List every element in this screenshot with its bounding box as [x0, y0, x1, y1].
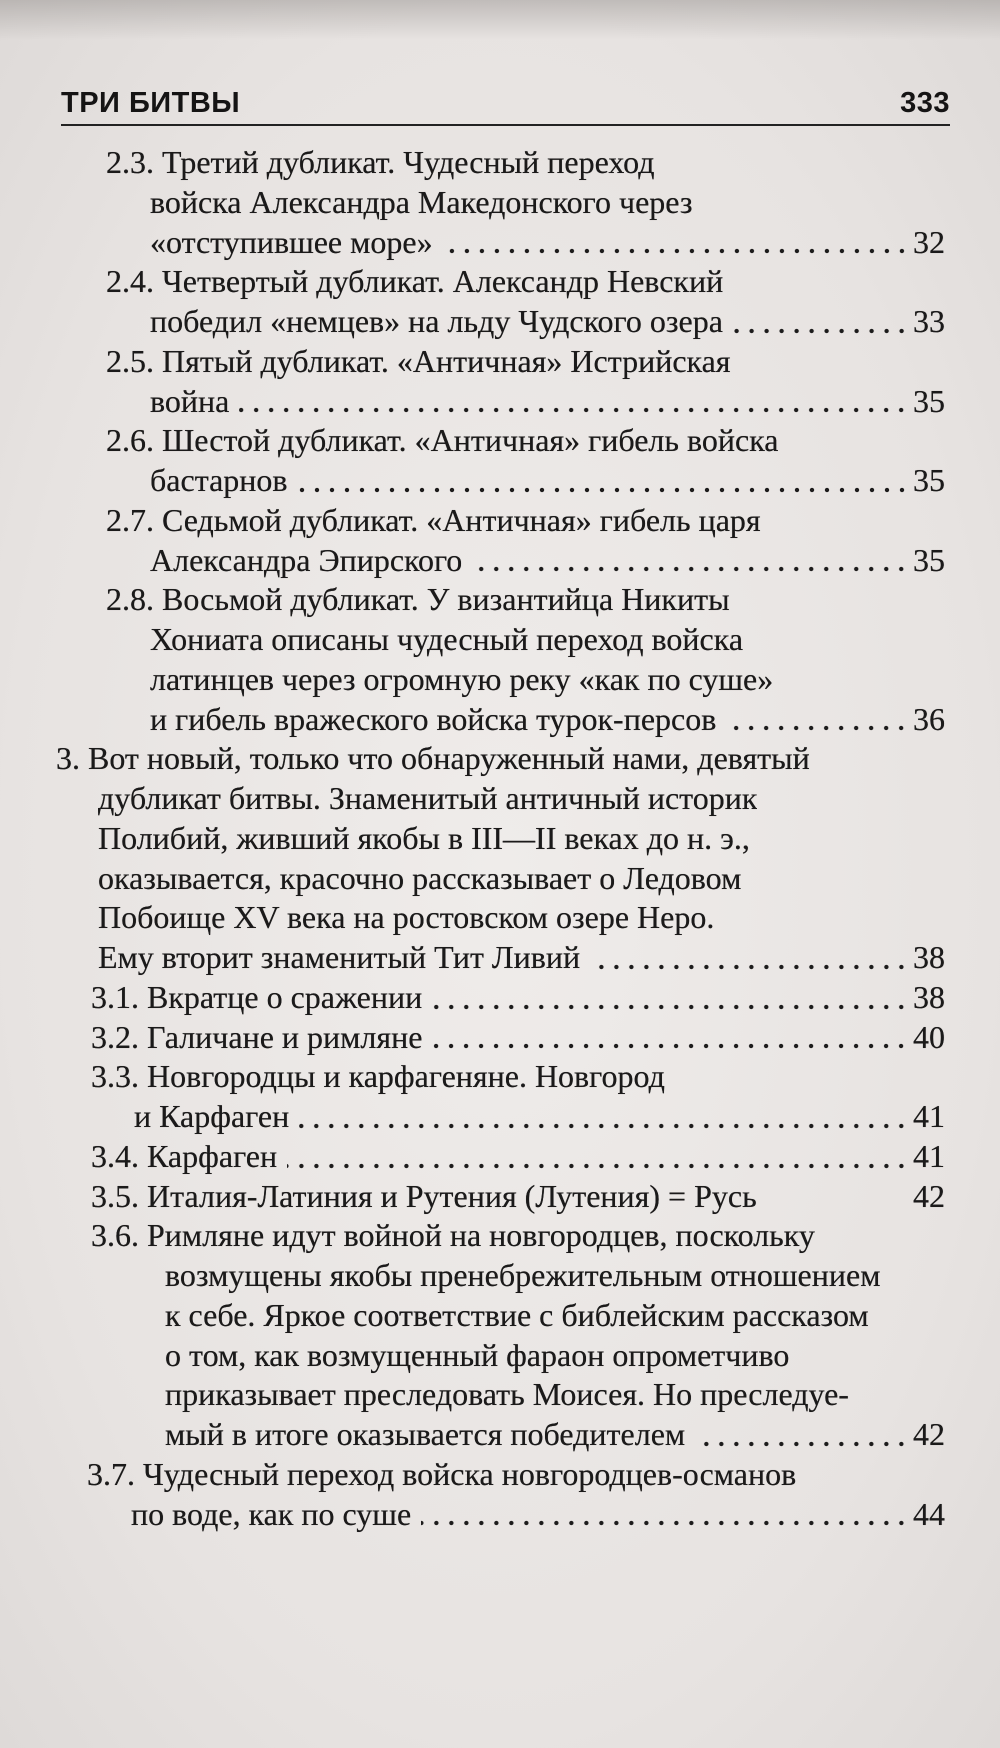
toc-line: 3.1. Вкратце о сражении	[91, 978, 423, 1015]
toc-entry-2-7	[0, 501, 1000, 581]
toc-line: 3.6. Римляне идут войной на новгородцев, поскольку	[91, 1217, 815, 1254]
toc-line: возмущены якобы пренебрежительным отношением	[165, 1257, 881, 1293]
toc-line: 3.4. Карфаген	[91, 1137, 278, 1174]
dot-leader	[443, 223, 909, 263]
dot-leader	[695, 1415, 909, 1455]
dot-leader	[299, 1097, 909, 1137]
toc-page-number: 32	[913, 223, 945, 260]
toc-page-number: 36	[913, 700, 945, 737]
toc-line: латинцев через огромную реку «как по суше»	[150, 660, 774, 697]
toc-entry-3-7	[0, 1455, 1000, 1535]
dot-leader	[472, 541, 909, 581]
toc-line: 3.3. Новгородцы и карфагеняне. Новгород	[91, 1058, 665, 1095]
toc-line: о том, как возмущенный фараон опрометчиво	[165, 1336, 790, 1373]
toc-page-number: 33	[913, 303, 945, 339]
dot-leader	[726, 700, 909, 740]
toc-line: Хониата описаны чудесный переход войска	[150, 621, 744, 657]
toc-page-number: 35	[913, 382, 945, 419]
toc-page-number: 42	[913, 1177, 945, 1214]
toc-line: 2.8. Восьмой дубликат. У византийца Никиты	[106, 581, 730, 618]
toc-line: оказывается, красочно рассказывает о Ледовом	[98, 859, 742, 896]
toc-line: мый в итоге оказывается победителем	[165, 1416, 686, 1452]
toc-page-number: 38	[913, 978, 945, 1015]
toc-line: 2.7. Седьмой дубликат. «Античная» гибель царя	[106, 501, 761, 538]
toc-line: 2.5. Пятый дубликат. «Античная» Истрийская	[106, 342, 731, 379]
toc-line: «отступившее море»	[150, 223, 433, 260]
toc-line: к себе. Яркое соответствие с библейским рассказом	[165, 1296, 869, 1333]
toc-entry-3	[0, 739, 1000, 978]
toc-line: Побоище XV века на ростовском озере Неро.	[98, 899, 715, 936]
toc-line: 3. Вот новый, только что обнаруженный нами, девятый	[56, 740, 810, 777]
toc-line: и Карфаген	[134, 1098, 290, 1134]
toc-line: 2.3. Третий дубликат. Чудесный переход	[106, 144, 655, 180]
toc-entry-3-2	[0, 1018, 1000, 1058]
toc-page-number: 41	[913, 1098, 945, 1134]
leader-spacer	[767, 1177, 909, 1217]
toc-line: Александра Эпирского	[150, 541, 463, 578]
toc-line: 3.5. Италия-Латиния и Рутения (Лутения) = Русь	[91, 1177, 757, 1214]
dot-leader	[432, 978, 909, 1018]
toc-line: по воде, как по суше	[131, 1495, 412, 1532]
dot-leader	[733, 302, 909, 342]
toc-entry-3-5	[0, 1177, 1000, 1217]
toc-page-number: 35	[913, 462, 945, 498]
toc-line: победил «немцев» на льду Чудского озера	[150, 303, 723, 339]
toc-entry-3-6	[0, 1216, 1000, 1455]
toc-entry-3-4	[0, 1137, 1000, 1177]
toc-entry-2-4	[0, 262, 1000, 342]
toc-entry-3-1	[0, 978, 1000, 1018]
toc-page-number: 38	[913, 939, 945, 975]
toc-page-number: 41	[913, 1137, 945, 1174]
toc-entry-2-5	[0, 342, 1000, 422]
toc-page-number: 42	[913, 1416, 945, 1452]
toc-line: 2.4. Четвертый дубликат. Александр Невский	[106, 263, 724, 300]
toc-entry-2-6	[0, 421, 1000, 501]
toc-line: Ему вторит знаменитый Тит Ливий	[98, 939, 581, 975]
toc-page-number: 40	[913, 1018, 945, 1055]
running-head-title: ТРИ БИТВЫ	[61, 87, 241, 119]
toc-line: войска Александра Македонского через	[150, 183, 693, 220]
toc-line: 3.7. Чудесный переход войска новгородцев-османов	[87, 1455, 797, 1492]
dot-leader	[432, 1018, 909, 1058]
toc-line: война	[150, 382, 230, 419]
toc-line: 3.2. Галичане и римляне	[91, 1018, 423, 1055]
running-head	[61, 76, 950, 120]
header-rule	[61, 124, 950, 126]
toc-line: бастарнов	[150, 462, 288, 498]
toc-line: Полибий, живший якобы в III—II веках до н. э.,	[98, 819, 750, 856]
toc-line: приказывает преследовать Моисея. Но преследуе-	[165, 1376, 849, 1413]
dot-leader	[298, 461, 910, 501]
dot-leader	[421, 1495, 909, 1535]
toc-page-number: 44	[913, 1495, 945, 1532]
dot-leader	[239, 382, 909, 422]
toc-line: 2.6. Шестой дубликат. «Античная» гибель войска	[106, 422, 779, 459]
toc-page-number: 35	[913, 541, 945, 578]
running-head-page-number: 333	[900, 87, 950, 119]
dot-leader	[590, 938, 909, 978]
toc-line: дубликат битвы. Знаменитый античный историк	[98, 780, 758, 816]
toc-entry-2-3	[0, 143, 1000, 262]
table-of-contents	[0, 143, 1000, 1534]
dot-leader	[287, 1137, 909, 1177]
toc-entry-3-3	[0, 1057, 1000, 1137]
toc-entry-2-8	[0, 580, 1000, 739]
toc-line: и гибель вражеского войска турок-персов	[150, 700, 717, 737]
